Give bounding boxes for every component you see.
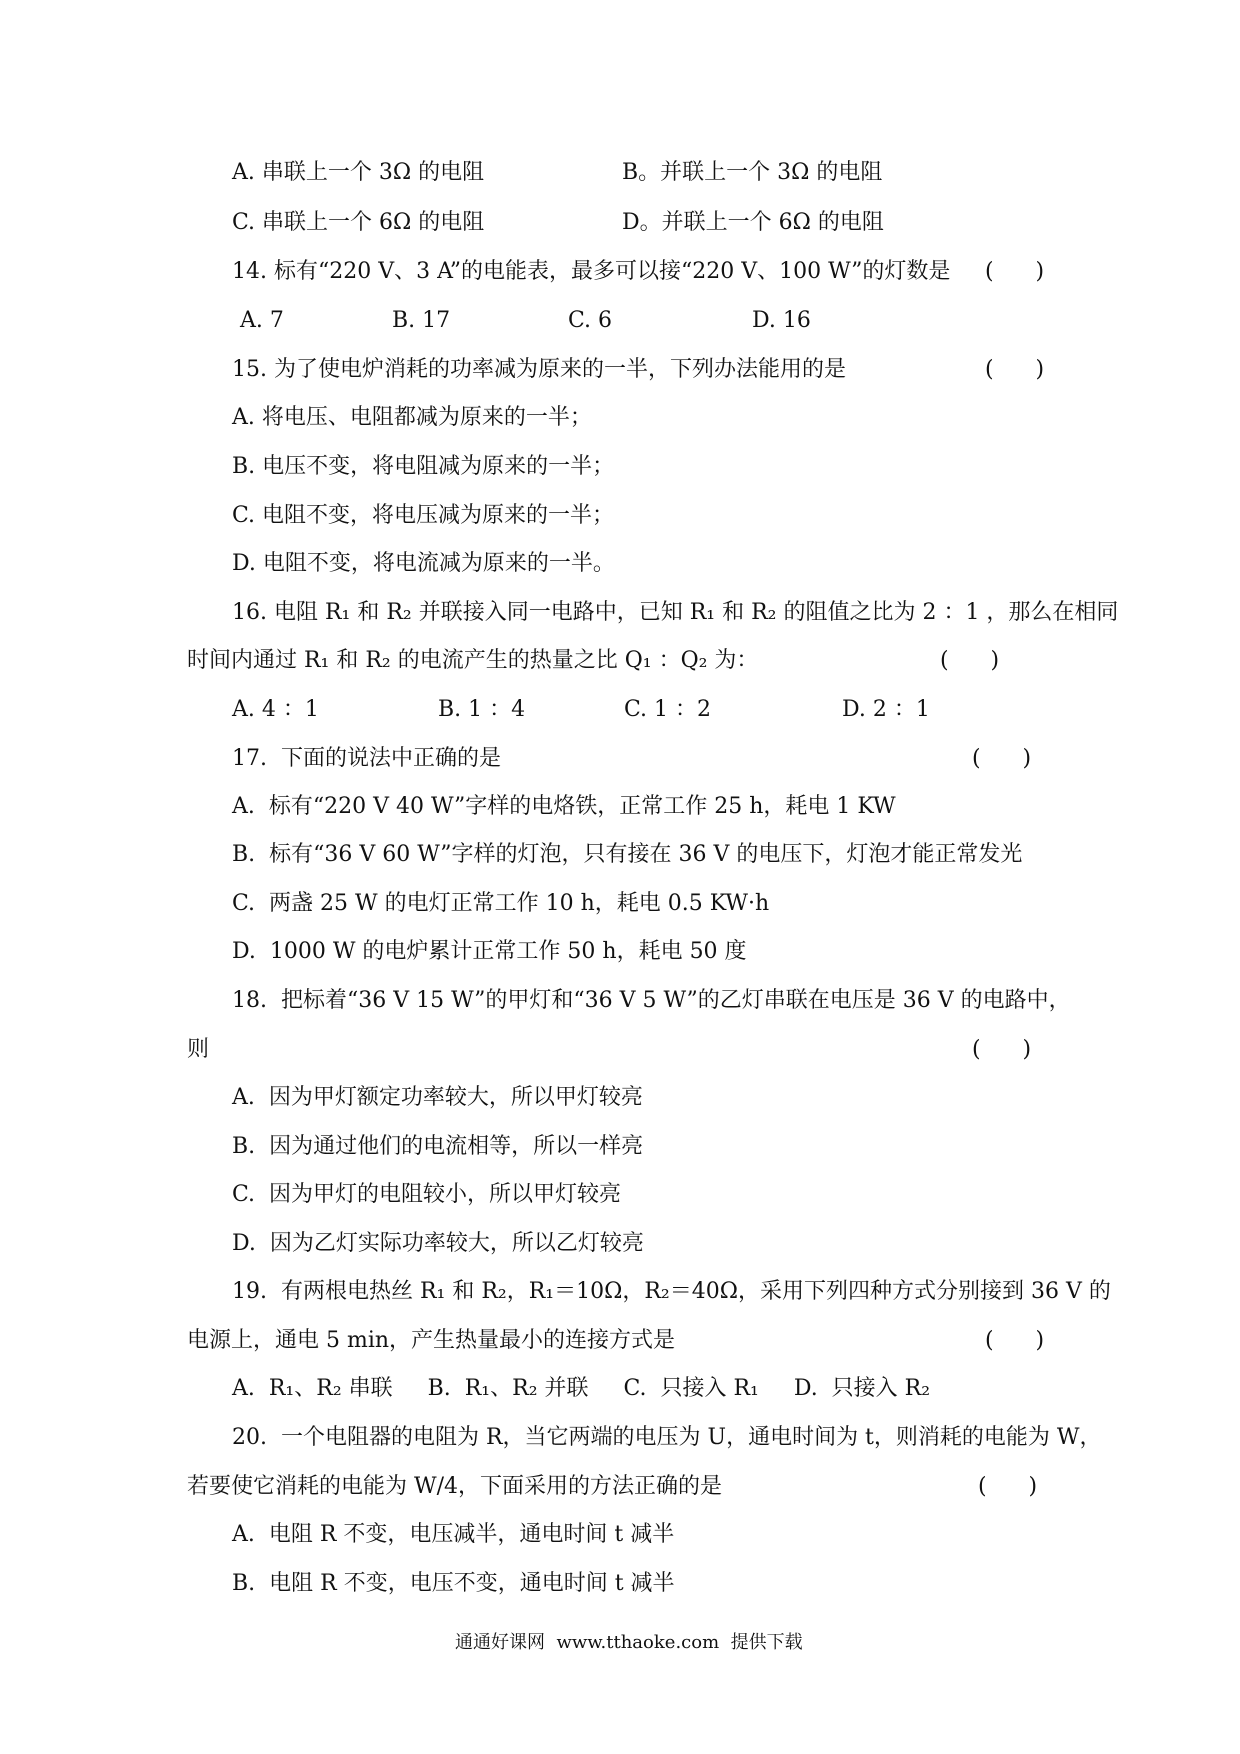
q17-option-a: A. 标有“220 V 40 W”字样的电烙铁，正常工作 25 h，耗电 1 KW [232,794,896,819]
q17-stem: 17. 下面的说法中正确的是 [232,746,501,771]
q20-stem-line2: 若要使它消耗的电能为 W/4，下面采用的方法正确的是 [187,1474,723,1499]
q18-option-d: D. 因为乙灯实际功率较大，所以乙灯较亮 [232,1231,644,1256]
q17-option-d: D. 1000 W 的电炉累计正常工作 50 h，耗电 50 度 [232,939,747,964]
q14-stem: 14. 标有“220 V、3 A”的电能表，最多可以接“220 V、100 W”的灯数是 [232,259,951,284]
q16-option-b: B. 1 ：4 [438,697,526,722]
q15-stem: 15. 为了使电炉消耗的功率减为原来的一半，下列办法能用的是 [232,357,846,382]
q18-stem-line1: 18. 把标着“36 V 15 W”的甲灯和“36 V 5 W”的乙灯串联在电压是 36 V 的电路中， [232,988,1071,1013]
q15-option-b: B. 电压不变，将电阻减为原来的一半； [232,454,615,479]
q14-option-a: A. 7 [240,308,284,333]
q13-option-d: D。并联上一个 6Ω 的电阻 [622,210,884,235]
q15-option-a: A. 将电压、电阻都减为原来的一半； [232,405,592,430]
q18-option-b: B. 因为通过他们的电流相等，所以一样亮 [232,1134,644,1159]
q18-answer-bracket: ( ) [972,1037,1032,1062]
q19-options: A. R₁、R₂ 串联 B. R₁、R₂ 并联 C. 只接入 R₁ D. 只接入 R₂ [232,1376,931,1401]
q13-option-c: C. 串联上一个 6Ω 的电阻 [232,210,485,235]
q15-answer-bracket: ( ) [985,357,1045,382]
q17-option-b: B. 标有“36 V 60 W”字样的灯泡，只有接在 36 V 的电压下，灯泡才能正常发光 [232,842,1023,867]
page-footer: 通通好课网 www.tthaoke.com 提供下载 [455,1632,803,1653]
q17-option-c: C. 两盏 25 W 的电灯正常工作 10 h，耗电 0.5 KW·h [232,891,770,916]
q20-answer-bracket: ( ) [978,1474,1038,1499]
q19-stem-line2: 电源上，通电 5 min，产生热量最小的连接方式是 [187,1328,676,1353]
q14-option-d: D. 16 [752,308,811,333]
q14-option-c: C. 6 [568,308,613,333]
q16-stem-line1: 16. 电阻 R₁ 和 R₂ 并联接入同一电路中，已知 R₁ 和 R₂ 的阻值之比为 2 ：1 ，那么在相同 [232,600,1119,625]
q16-option-c: C. 1 ：2 [624,697,712,722]
q16-answer-bracket: ( ) [940,648,1000,673]
q20-option-b: B. 电阻 R 不变，电压不变，通电时间 t 减半 [232,1571,675,1596]
q13-option-a: A. 串联上一个 3Ω 的电阻 [232,160,485,185]
q14-option-b: B. 17 [392,308,451,333]
q19-stem-line1: 19. 有两根电热丝 R₁ 和 R₂，R₁＝10Ω，R₂＝40Ω，采用下列四种方式分别接到 36 V 的 [232,1279,1111,1304]
q16-option-d: D. 2 ：1 [842,697,930,722]
q15-option-d: D. 电阻不变，将电流减为原来的一半。 [232,551,615,576]
q20-option-a: A. 电阻 R 不变，电压减半，通电时间 t 减半 [232,1522,675,1547]
q16-stem-line2: 时间内通过 R₁ 和 R₂ 的电流产生的热量之比 Q₁ ：Q₂ 为： [187,648,759,673]
q16-option-a: A. 4 ：1 [232,697,319,722]
q15-option-c: C. 电阻不变，将电压减为原来的一半； [232,503,615,528]
q19-answer-bracket: ( ) [985,1328,1045,1353]
q20-stem-line1: 20. 一个电阻器的电阻为 R，当它两端的电压为 U，通电时间为 t，则消耗的电能为 W， [232,1425,1102,1450]
q18-option-c: C. 因为甲灯的电阻较小，所以甲灯较亮 [232,1182,622,1207]
q14-answer-bracket: ( ) [985,259,1045,284]
q18-stem-line2: 则 [187,1037,210,1062]
q13-option-b: B。并联上一个 3Ω 的电阻 [622,160,883,185]
q18-option-a: A. 因为甲灯额定功率较大，所以甲灯较亮 [232,1085,643,1110]
q17-answer-bracket: ( ) [972,746,1032,771]
